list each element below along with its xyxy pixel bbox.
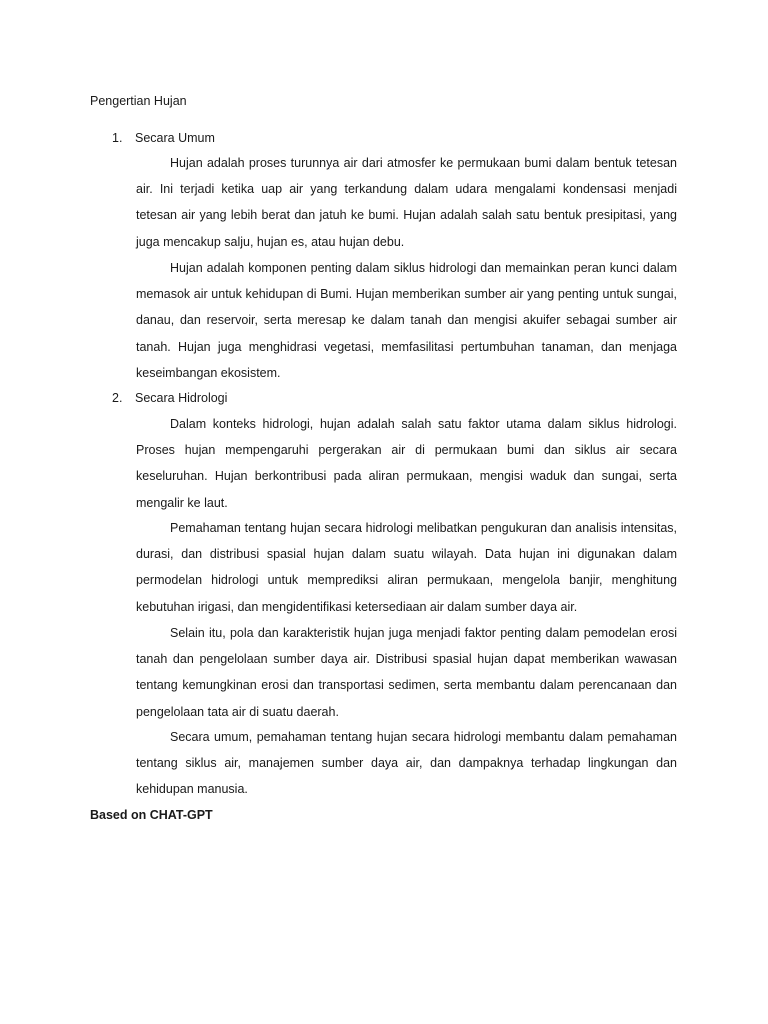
paragraph: Hujan adalah proses turunnya air dari atmosfer ke permukaan bumi dalam bentuk tetesan air. Ini terjadi ketika uap air yang terkandung dalam udara mengalami kondensasi menjadi tetesan air yang lebih berat dan jatuh ke bumi. Hujan adalah salah satu bentuk presipitasi, yang juga mencakup salju, hujan es, atau hujan debu. [136, 156, 677, 249]
section-heading-label: Secara Hidrologi [135, 391, 228, 405]
paragraph: Pemahaman tentang hujan secara hidrologi melibatkan pengukuran dan analisis intensitas, durasi, dan distribusi spasial hujan dalam suatu wilayah. Data hujan ini digunakan dalam permodelan hidrologi untuk memprediksi aliran permukaan, mengelola banjir, menghitung kebutuhan irigasi, dan mengidentifikasi ketersediaan air dalam sumber daya air. [136, 521, 677, 614]
paragraph: Secara umum, pemahaman tentang hujan secara hidrologi membantu dalam pemahaman tentang siklus air, manajemen sumber daya air, dan dampaknya terhadap lingkungan dan kehidupan manusia. [136, 730, 677, 797]
list-number: 1. [112, 131, 123, 145]
source-note: Based on CHAT-GPT [90, 808, 213, 822]
section-heading-label: Secara Umum [135, 131, 215, 145]
paragraph: Hujan adalah komponen penting dalam siklus hidrologi dan memainkan peran kunci dalam memasok air untuk kehidupan di Bumi. Hujan memberikan sumber air yang penting untuk sungai, danau, dan reservoir, serta meresap ke dalam tanah dan mengisi akuifer sebagai sumber air tanah. Hujan juga menghidrasi vegetasi, memfasilitasi pertumbuhan tanaman, dan menjaga keseimbangan ekosistem. [136, 261, 677, 380]
list-number: 2. [112, 391, 123, 405]
page-title: Pengertian Hujan [90, 94, 187, 108]
paragraph: Dalam konteks hidrologi, hujan adalah salah satu faktor utama dalam siklus hidrologi. Proses hujan mempengaruhi pergerakan air di permukaan bumi dan siklus air secara keseluruhan. Hujan berkontribusi pada aliran permukaan, mengisi waduk dan sungai, serta mengalir ke laut. [136, 417, 677, 510]
section-heading-secara-hidrologi [112, 391, 227, 405]
paragraph: Selain itu, pola dan karakteristik hujan juga menjadi faktor penting dalam pemodelan erosi tanah dan pengelolaan sumber daya air. Distribusi spasial hujan dapat memberikan wawasan tentang kemungkinan erosi dan transportasi sedimen, serta membantu dalam perencanaan dan pengelolaan tata air di suatu daerah. [136, 626, 677, 719]
section-heading-secara-umum [112, 131, 215, 145]
